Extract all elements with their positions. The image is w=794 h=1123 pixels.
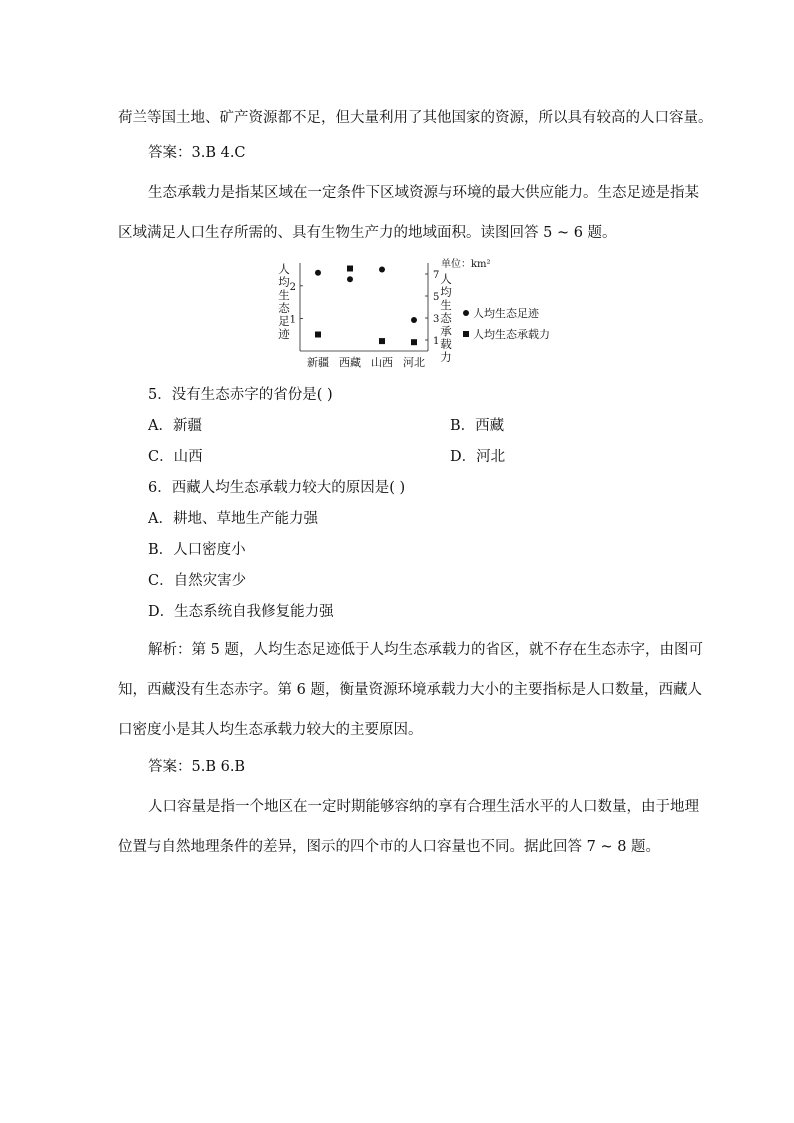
- legend-label: 人均生态足迹: [473, 307, 539, 320]
- footprint-point: [347, 276, 353, 282]
- option-d[interactable]: D．河北: [450, 449, 506, 465]
- right-axis-label-char: 态: [440, 311, 452, 325]
- legend-marker-square: [463, 331, 469, 337]
- option-d[interactable]: D．生态系统自我修复能力强: [148, 604, 334, 620]
- right-tick-label: 5: [433, 292, 440, 303]
- option-c[interactable]: C．自然灾害少: [148, 573, 247, 589]
- explanation-text: 口密度小是其人均生态承载力较大的主要原因。: [118, 722, 423, 738]
- right-axis-label-char: 均: [440, 285, 452, 299]
- option-a[interactable]: A．新疆: [148, 418, 202, 434]
- option-b[interactable]: B．人口密度小: [148, 542, 246, 558]
- left-axis-label-char: 生: [278, 288, 290, 302]
- legend-marker-circle: [463, 310, 469, 316]
- unit-label: 单位：km²: [441, 259, 491, 270]
- left-axis-label-char: 态: [278, 301, 290, 315]
- paragraph-text: 区域满足人口生存所需的、具有生物生产力的地域面积。读图回答 5 ~ 6 题。: [118, 225, 617, 241]
- answer-text: 答案：5.B 6.B: [148, 759, 246, 775]
- left-axis-label-char: 足: [278, 314, 290, 328]
- right-axis-label-char: 承: [440, 324, 452, 338]
- legend-label: 人均生态承载力: [473, 328, 550, 341]
- left-axis-label-char: 均: [278, 275, 290, 289]
- capacity-point: [347, 266, 353, 272]
- option-c[interactable]: C．山西: [148, 449, 203, 465]
- footprint-point: [411, 317, 417, 323]
- right-tick-label: 3: [433, 314, 440, 325]
- ecological-chart: [0, 255, 794, 375]
- footprint-point: [379, 267, 385, 273]
- right-tick-label: 1: [433, 336, 440, 347]
- option-a[interactable]: A．耕地、草地生产能力强: [148, 511, 318, 527]
- capacity-point: [379, 338, 385, 344]
- left-axis-label-char: 人: [278, 262, 290, 276]
- x-tick-label: 河北: [403, 356, 425, 369]
- left-tick-label: 2: [289, 281, 296, 293]
- left-tick-label: 1: [289, 314, 296, 326]
- left-axis-label-char: 迹: [278, 327, 290, 341]
- answer-text: 答案：3.B 4.C: [148, 145, 246, 161]
- paragraph-text: 人口容量是指一个地区在一定时期能够容纳的享有合理生活水平的人口数量，由于地理: [148, 799, 699, 815]
- right-axis-label-char: 载: [440, 337, 452, 351]
- capacity-point: [315, 332, 321, 338]
- paragraph-text: 生态承载力是指某区域在一定条件下区域资源与环境的最大供应能力。生态足迹是指某: [148, 185, 699, 201]
- right-axis-label-char: 人: [440, 272, 452, 286]
- x-tick-label: 新疆: [307, 356, 329, 369]
- x-tick-label: 西藏: [339, 356, 361, 369]
- explanation-text: 知，西藏没有生态赤字。第 6 题，衡量资源环境承载力大小的主要指标是人口数量，西藏人: [118, 682, 702, 698]
- x-tick-label: 山西: [371, 356, 393, 369]
- right-axis-label-char: 力: [440, 350, 452, 364]
- capacity-point: [411, 339, 417, 345]
- explanation-text: 解析：第 5 题，人均生态足迹低于人均生态承载力的省区，就不存在生态赤字，由图可: [148, 642, 703, 658]
- right-tick-label: 7: [433, 270, 440, 281]
- option-b[interactable]: B．西藏: [450, 418, 505, 434]
- paragraph-text: 位置与自然地理条件的差异，图示的四个市的人口容量也不同。据此回答 7 ~ 8 题。: [118, 839, 661, 855]
- right-axis-label-char: 生: [440, 298, 452, 312]
- footprint-point: [315, 270, 321, 276]
- paragraph-text: 荷兰等国土地、矿产资源都不足，但大量利用了其他国家的资源，所以具有较高的人口容量。: [118, 110, 713, 126]
- question-6: 6．西藏人均生态承载力较大的原因是( ): [148, 480, 406, 496]
- question-5: 5．没有生态赤字的省份是( ): [148, 387, 333, 403]
